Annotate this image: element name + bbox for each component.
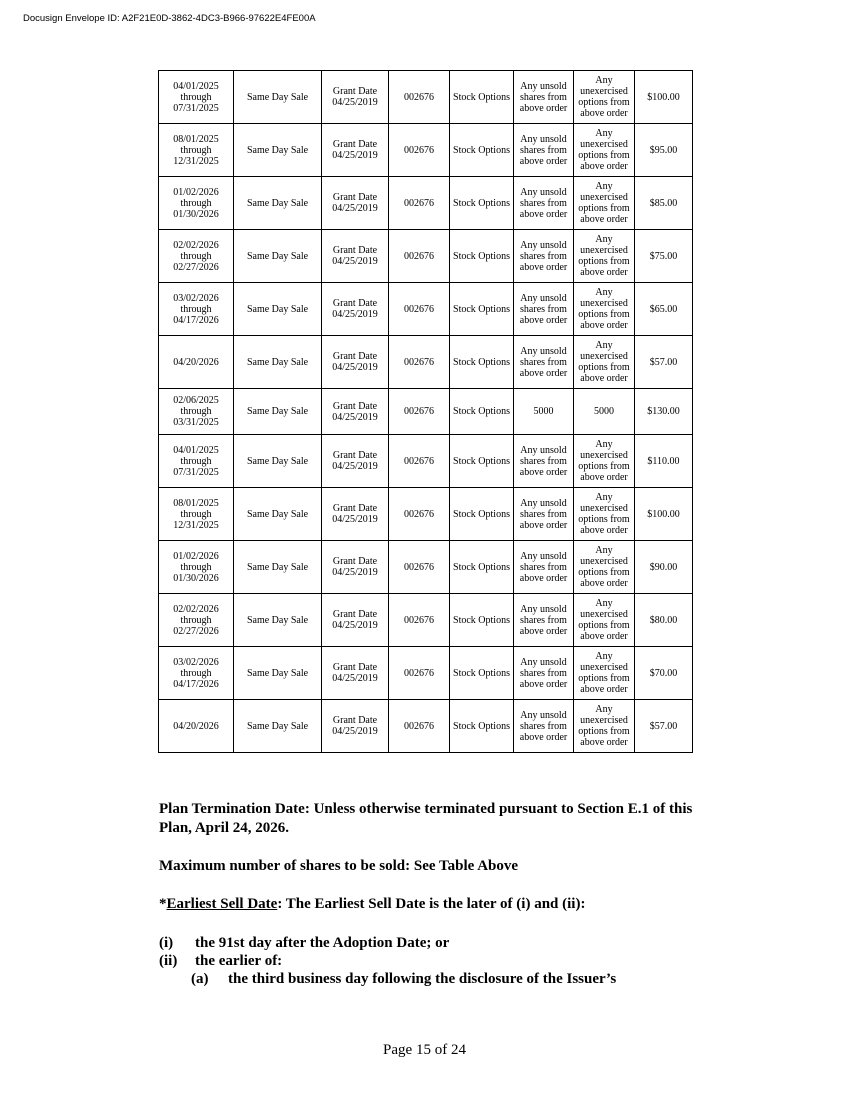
date-through: through (180, 91, 212, 103)
date-to: 02/27/2026 (173, 625, 219, 637)
security-type-cell: Stock Options (450, 647, 514, 700)
table-row (159, 700, 693, 753)
date-through: through (180, 455, 212, 467)
date-through: through (180, 561, 212, 573)
date-range-cell (159, 389, 234, 435)
limit-price-cell: $57.00 (635, 336, 693, 389)
options-cell: Any unexercised options from above order (574, 488, 635, 541)
date-to: 01/30/2026 (173, 572, 219, 584)
date-through: through (180, 406, 212, 417)
plan-number-cell: 002676 (389, 594, 450, 647)
security-type-cell: Stock Options (450, 700, 514, 753)
options-cell: Any unexercised options from above order (574, 336, 635, 389)
grant-date-cell: Grant Date 04/25/2019 (322, 647, 389, 700)
conditions-list (159, 934, 699, 988)
table-row (159, 283, 693, 336)
page-number: Page 15 of 24 (383, 1042, 466, 1058)
date-from: 02/02/2026 (173, 603, 219, 615)
limit-price-cell: $75.00 (635, 230, 693, 283)
date-range-cell (159, 230, 234, 283)
security-type-cell: Stock Options (450, 594, 514, 647)
date-from: 04/01/2025 (173, 444, 219, 456)
date-through: through (180, 667, 212, 679)
condition-i-number: (i) (159, 935, 174, 951)
footnote-marker: * (159, 896, 167, 912)
condition-ii-text: the earlier of: (195, 953, 283, 969)
plan-number-cell: 002676 (389, 336, 450, 389)
condition-ii-a-number: (a) (191, 971, 209, 987)
limit-price-cell: $70.00 (635, 647, 693, 700)
max-shares: Maximum number of shares to be sold: See Table Above (159, 858, 519, 874)
sale-type-cell: Same Day Sale (234, 336, 322, 389)
sale-type-cell: Same Day Sale (234, 700, 322, 753)
date-from: 02/02/2026 (173, 239, 219, 251)
date-range-cell (159, 71, 234, 124)
date-range-cell (159, 647, 234, 700)
grant-date-cell: Grant Date 04/25/2019 (322, 488, 389, 541)
grant-date-cell: Grant Date 04/25/2019 (322, 177, 389, 230)
options-cell: Any unexercised options from above order (574, 230, 635, 283)
table-row (159, 647, 693, 700)
date-from: 01/02/2026 (173, 186, 219, 198)
grant-date-cell: Grant Date 04/25/2019 (322, 124, 389, 177)
table-row (159, 230, 693, 283)
date-through: through (180, 508, 212, 520)
security-type-cell: Stock Options (450, 435, 514, 488)
shares-cell: Any unsold shares from above order (514, 283, 574, 336)
date-to: 01/30/2026 (173, 208, 219, 220)
shares-cell: Any unsold shares from above order (514, 230, 574, 283)
shares-cell: Any unsold shares from above order (514, 71, 574, 124)
table-row (159, 71, 693, 124)
grant-date-cell: Grant Date 04/25/2019 (322, 71, 389, 124)
table-row (159, 124, 693, 177)
table-row (159, 336, 693, 389)
earliest-sell-term: Earliest Sell Date (166, 896, 278, 912)
plan-number-cell: 002676 (389, 71, 450, 124)
sale-type-cell: Same Day Sale (234, 647, 322, 700)
grant-date-cell: Grant Date 04/25/2019 (322, 230, 389, 283)
sale-type-cell: Same Day Sale (234, 435, 322, 488)
date-through: through (180, 303, 212, 315)
security-type-cell: Stock Options (450, 177, 514, 230)
date-from: 04/20/2026 (173, 720, 219, 732)
limit-price-cell: $95.00 (635, 124, 693, 177)
date-from: 03/02/2026 (173, 656, 219, 668)
date-to: 02/27/2026 (173, 261, 219, 273)
shares-cell: Any unsold shares from above order (514, 488, 574, 541)
date-to: 04/17/2026 (173, 678, 219, 690)
options-cell: 5000 (574, 389, 635, 435)
grant-date-cell: Grant Date 04/25/2019 (322, 541, 389, 594)
date-from: 08/01/2025 (173, 497, 219, 509)
earliest-sell-rest: : The Earliest Sell Date is the later of (i) and (ii): (277, 896, 586, 912)
shares-cell: Any unsold shares from above order (514, 177, 574, 230)
security-type-cell: Stock Options (450, 541, 514, 594)
sale-type-cell: Same Day Sale (234, 488, 322, 541)
date-from: 04/20/2026 (173, 356, 219, 368)
date-through: through (180, 144, 212, 156)
limit-price-cell: $80.00 (635, 594, 693, 647)
limit-price-cell: $90.00 (635, 541, 693, 594)
date-range-cell (159, 541, 234, 594)
limit-price-cell: $110.00 (635, 435, 693, 488)
date-through: through (180, 250, 212, 262)
grant-date-cell: Grant Date 04/25/2019 (322, 283, 389, 336)
sale-schedule-table (158, 70, 693, 753)
date-to: 12/31/2025 (173, 519, 219, 531)
plan-number-cell: 002676 (389, 177, 450, 230)
date-from: 08/01/2025 (173, 133, 219, 145)
grant-date-cell: Grant Date 04/25/2019 (322, 389, 389, 435)
options-cell: Any unexercised options from above order (574, 594, 635, 647)
options-cell: Any unexercised options from above order (574, 435, 635, 488)
security-type-cell: Stock Options (450, 230, 514, 283)
condition-ii-number: (ii) (159, 953, 178, 969)
options-cell: Any unexercised options from above order (574, 700, 635, 753)
options-cell: Any unexercised options from above order (574, 71, 635, 124)
date-range-cell (159, 283, 234, 336)
date-to: 07/31/2025 (173, 466, 219, 478)
shares-cell: Any unsold shares from above order (514, 435, 574, 488)
date-to: 04/17/2026 (173, 314, 219, 326)
plan-number-cell: 002676 (389, 700, 450, 753)
date-range-cell (159, 488, 234, 541)
shares-cell: Any unsold shares from above order (514, 700, 574, 753)
condition-i (159, 934, 699, 952)
condition-ii (159, 952, 699, 970)
sale-type-cell: Same Day Sale (234, 177, 322, 230)
date-range-cell (159, 177, 234, 230)
plan-number-cell: 002676 (389, 230, 450, 283)
date-through: through (180, 614, 212, 626)
date-range-cell (159, 594, 234, 647)
sale-type-cell: Same Day Sale (234, 71, 322, 124)
table-row (159, 541, 693, 594)
shares-cell: Any unsold shares from above order (514, 594, 574, 647)
condition-i-text: the 91st day after the Adoption Date; or (195, 935, 450, 951)
sale-type-cell: Same Day Sale (234, 541, 322, 594)
sale-type-cell: Same Day Sale (234, 230, 322, 283)
sale-type-cell: Same Day Sale (234, 283, 322, 336)
date-from: 02/06/2025 (173, 395, 219, 406)
shares-cell: 5000 (514, 389, 574, 435)
options-cell: Any unexercised options from above order (574, 541, 635, 594)
limit-price-cell: $85.00 (635, 177, 693, 230)
date-to: 03/31/2025 (173, 417, 219, 428)
limit-price-cell: $65.00 (635, 283, 693, 336)
condition-ii-a (159, 970, 699, 988)
date-range-cell (159, 336, 234, 389)
date-to: 07/31/2025 (173, 102, 219, 114)
table-row (159, 488, 693, 541)
sale-type-cell: Same Day Sale (234, 389, 322, 435)
earliest-sell-date (159, 895, 699, 914)
security-type-cell: Stock Options (450, 124, 514, 177)
limit-price-cell: $57.00 (635, 700, 693, 753)
sale-type-cell: Same Day Sale (234, 594, 322, 647)
security-type-cell: Stock Options (450, 283, 514, 336)
plan-number-cell: 002676 (389, 647, 450, 700)
limit-price-cell: $100.00 (635, 71, 693, 124)
shares-cell: Any unsold shares from above order (514, 647, 574, 700)
security-type-cell: Stock Options (450, 71, 514, 124)
security-type-cell: Stock Options (450, 389, 514, 435)
limit-price-cell: $100.00 (635, 488, 693, 541)
table-row (159, 594, 693, 647)
date-from: 04/01/2025 (173, 80, 219, 92)
plan-number-cell: 002676 (389, 389, 450, 435)
date-from: 03/02/2026 (173, 292, 219, 304)
options-cell: Any unexercised options from above order (574, 283, 635, 336)
plan-number-cell: 002676 (389, 541, 450, 594)
docusign-envelope-id: Docusign Envelope ID: A2F21E0D-3862-4DC3-B966-97622E4FE00A (23, 13, 316, 24)
table-row (159, 435, 693, 488)
shares-cell: Any unsold shares from above order (514, 541, 574, 594)
date-from: 01/02/2026 (173, 550, 219, 562)
grant-date-cell: Grant Date 04/25/2019 (322, 435, 389, 488)
date-range-cell (159, 700, 234, 753)
grant-date-cell: Grant Date 04/25/2019 (322, 594, 389, 647)
security-type-cell: Stock Options (450, 488, 514, 541)
plan-number-cell: 002676 (389, 488, 450, 541)
plan-termination-date: Plan Termination Date: Unless otherwise terminated pursuant to Section E.1 of this Plan, April 24, 2026. (159, 801, 693, 836)
grant-date-cell: Grant Date 04/25/2019 (322, 700, 389, 753)
table-row (159, 177, 693, 230)
plan-number-cell: 002676 (389, 435, 450, 488)
date-range-cell (159, 124, 234, 177)
shares-cell: Any unsold shares from above order (514, 124, 574, 177)
security-type-cell: Stock Options (450, 336, 514, 389)
plan-number-cell: 002676 (389, 124, 450, 177)
limit-price-cell: $130.00 (635, 389, 693, 435)
shares-cell: Any unsold shares from above order (514, 336, 574, 389)
plan-number-cell: 002676 (389, 283, 450, 336)
date-range-cell (159, 435, 234, 488)
options-cell: Any unexercised options from above order (574, 124, 635, 177)
date-through: through (180, 197, 212, 209)
date-to: 12/31/2025 (173, 155, 219, 167)
options-cell: Any unexercised options from above order (574, 177, 635, 230)
table-row (159, 389, 693, 435)
options-cell: Any unexercised options from above order (574, 647, 635, 700)
condition-ii-a-text: the third business day following the disclosure of the Issuer’s (228, 971, 617, 987)
grant-date-cell: Grant Date 04/25/2019 (322, 336, 389, 389)
sale-type-cell: Same Day Sale (234, 124, 322, 177)
